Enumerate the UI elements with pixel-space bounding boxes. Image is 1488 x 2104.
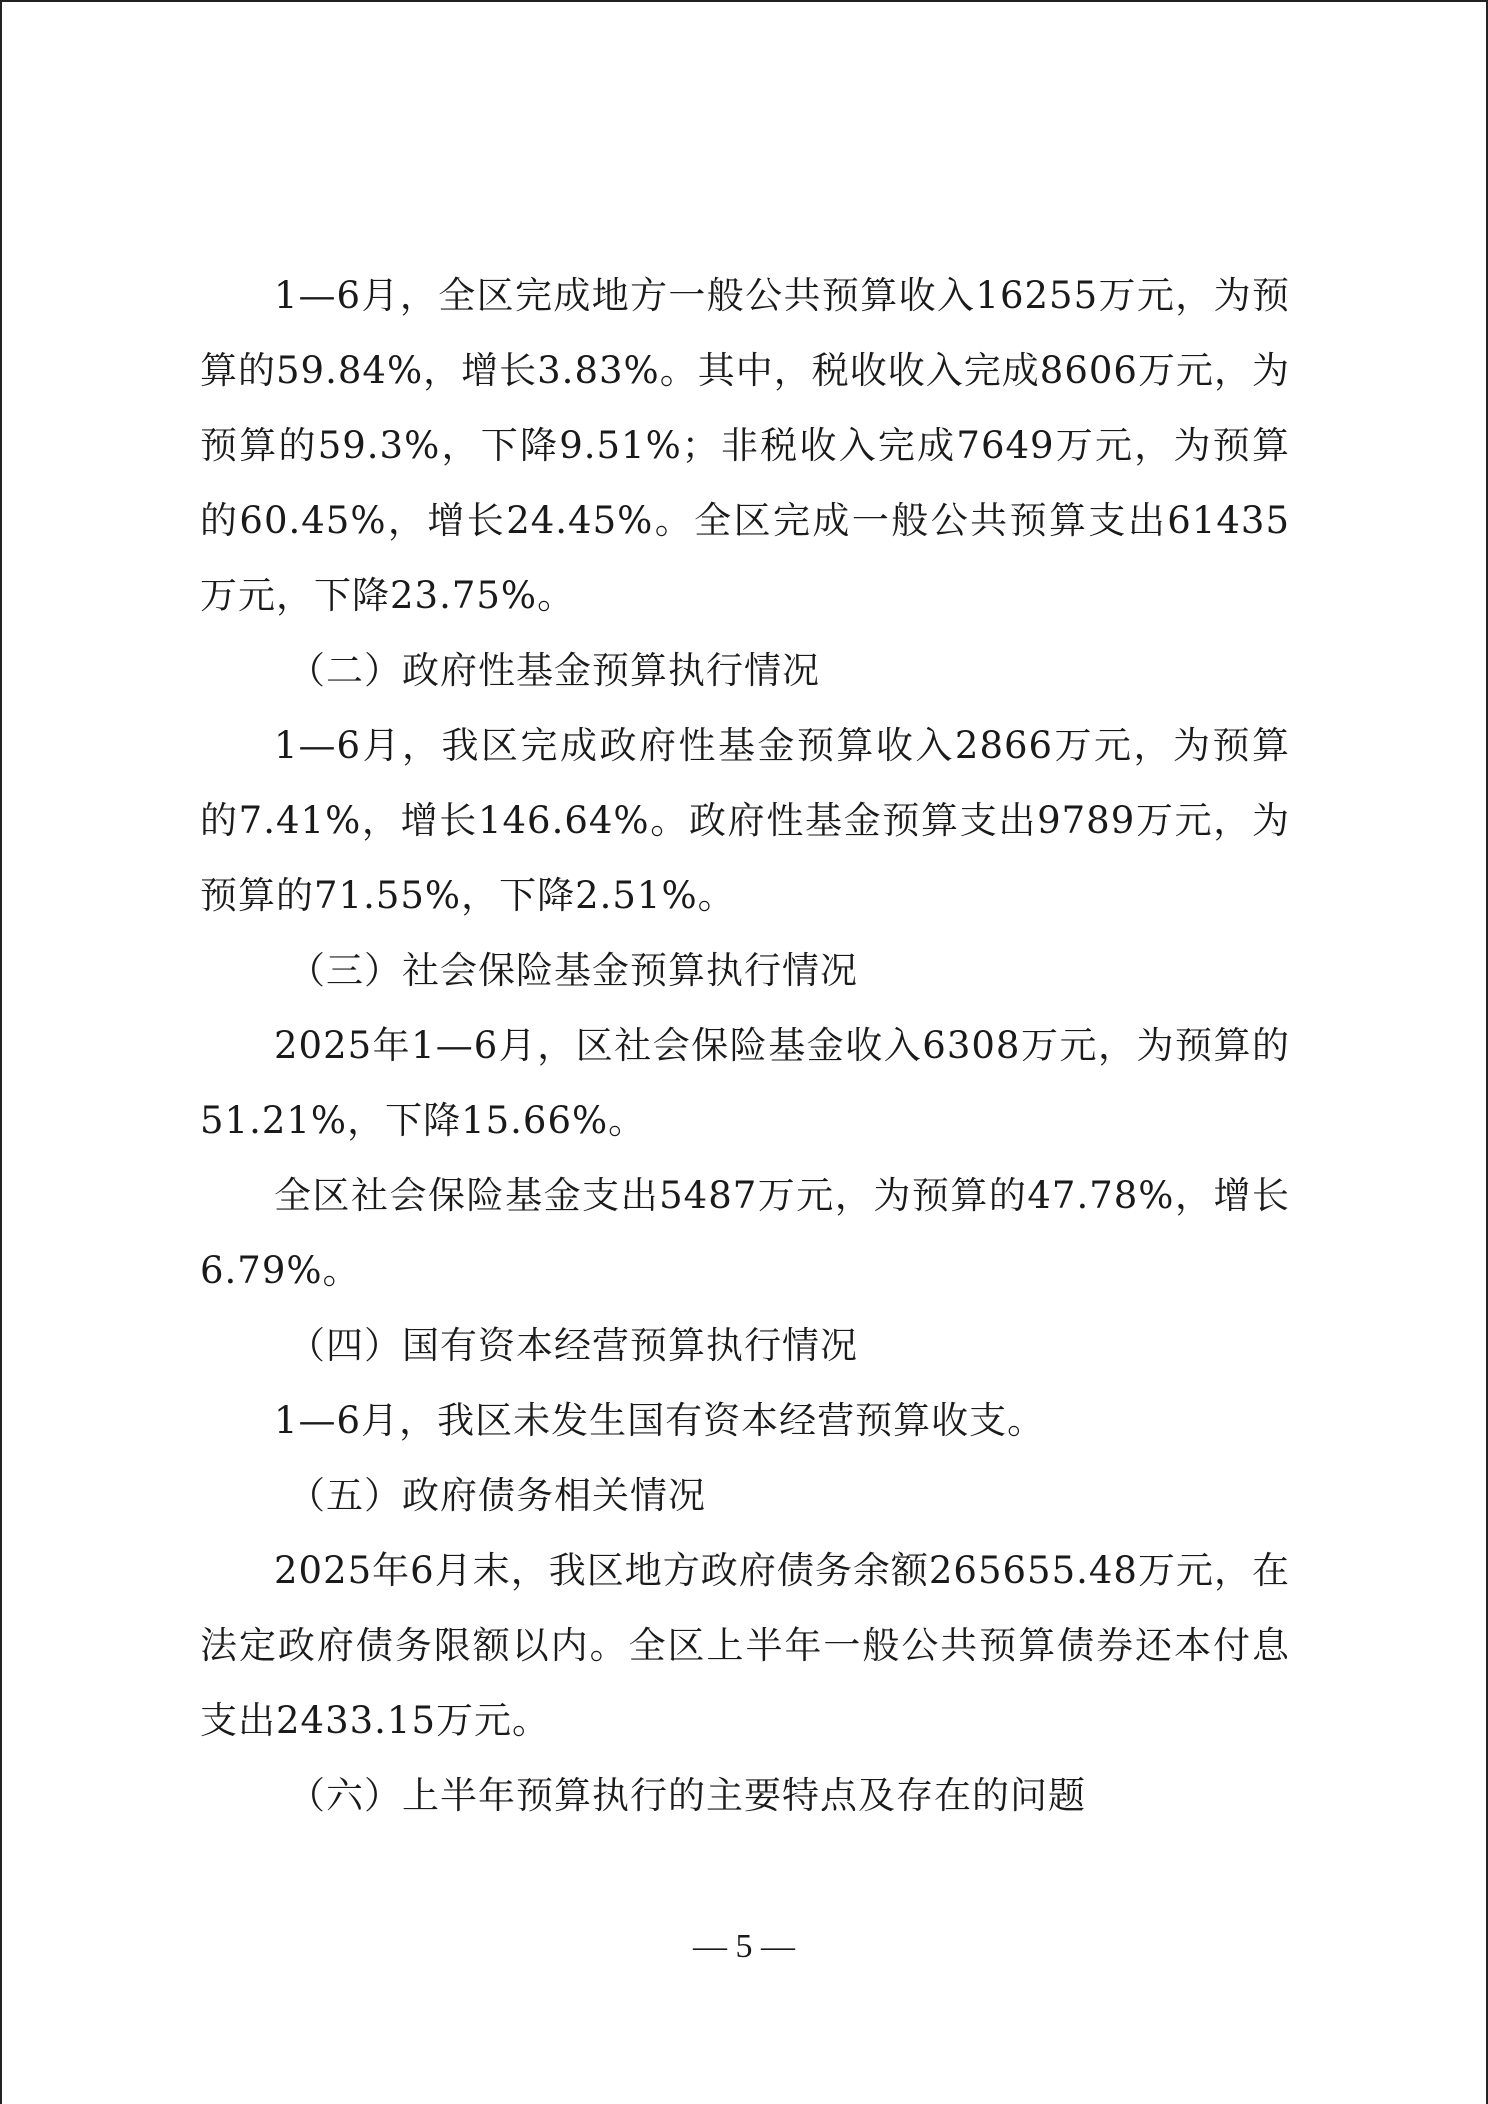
paragraph-social-insurance-income: 2025年1—6月，区社会保险基金收入6308万元，为预算的51.21%，下降15.66%。 — [200, 1024, 1290, 1142]
paragraph-social-insurance-expense: 全区社会保险基金支出5487万元，为预算的47.78%，增长6.79%。 — [200, 1174, 1290, 1292]
page-number: — 5 — — [693, 1928, 795, 1965]
heading-debt: （五）政府债务相关情况 — [288, 1474, 706, 1517]
heading-state-capital: （四）国有资本经营预算执行情况 — [288, 1324, 858, 1367]
paragraph-general-budget: 1—6月，全区完成地方一般公共预算收入16255万元，为预算的59.84%，增长3.83%。其中，税收收入完成8606万元，为预算的59.3%，下降9.51%；非税收入完成7649万元，为预算的60.45%，增长24.45%。全区完成一般公共预算支出61435万元，下降23.75%。 — [200, 274, 1290, 617]
paragraph-debt: 2025年6月末，我区地方政府债务余额265655.48万元，在法定政府债务限额以内。全区上半年一般公共预算债券还本付息支出2433.15万元。 — [200, 1549, 1290, 1742]
heading-gov-fund: （二）政府性基金预算执行情况 — [288, 649, 820, 692]
paragraph-gov-fund: 1—6月，我区完成政府性基金预算收入2866万元，为预算的7.41%，增长146.64%。政府性基金预算支出9789万元，为预算的71.55%，下降2.51%。 — [200, 724, 1290, 917]
heading-social-insurance: （三）社会保险基金预算执行情况 — [288, 949, 858, 992]
heading-features: （六）上半年预算执行的主要特点及存在的问题 — [288, 1774, 1086, 1817]
paragraph-state-capital: 1—6月，我区未发生国有资本经营预算收支。 — [274, 1399, 1046, 1442]
document-body — [200, 258, 1290, 1833]
